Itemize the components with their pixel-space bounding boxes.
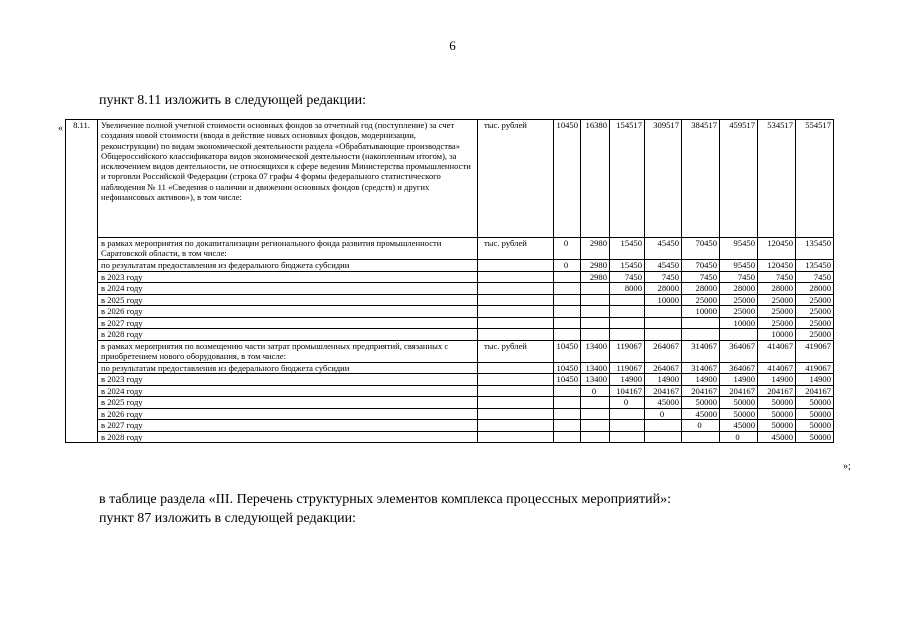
indicator-description: в рамках мероприятия по возмещению части затрат промышленных предприятий, связанных с приобретением нового оборудования, в том числе: bbox=[98, 340, 478, 362]
table-row bbox=[66, 362, 834, 374]
value-cell: 554517 bbox=[796, 120, 834, 238]
value-cell: 25000 bbox=[682, 294, 720, 306]
value-cell bbox=[720, 329, 758, 341]
value-cell: 14900 bbox=[796, 374, 834, 386]
value-cell: 45450 bbox=[645, 238, 682, 260]
table-row bbox=[66, 385, 834, 397]
value-cell bbox=[554, 408, 581, 420]
value-cell: 10450 bbox=[554, 340, 581, 362]
indicator-description: по результатам предоставления из федерального бюджета субсидии bbox=[98, 260, 478, 272]
value-cell: 264067 bbox=[645, 340, 682, 362]
value-cell: 14900 bbox=[758, 374, 796, 386]
value-cell bbox=[682, 317, 720, 329]
value-cell: 14900 bbox=[645, 374, 682, 386]
value-cell: 7450 bbox=[758, 271, 796, 283]
value-cell: 0 bbox=[554, 260, 581, 272]
value-cell: 95450 bbox=[720, 238, 758, 260]
value-cell: 264067 bbox=[645, 362, 682, 374]
closing-paragraph-2: пункт 87 изложить в следующей редакции: bbox=[99, 511, 356, 526]
value-cell: 25000 bbox=[796, 294, 834, 306]
value-cell: 414067 bbox=[758, 362, 796, 374]
value-cell: 45000 bbox=[645, 397, 682, 409]
value-cell: 2980 bbox=[581, 238, 610, 260]
value-cell: 50000 bbox=[796, 420, 834, 432]
indicator-description: в 2028 году bbox=[98, 431, 478, 443]
table-row bbox=[66, 238, 834, 260]
table-row bbox=[66, 283, 834, 295]
unit-cell bbox=[478, 385, 554, 397]
value-cell: 7450 bbox=[682, 271, 720, 283]
value-cell: 25000 bbox=[758, 294, 796, 306]
value-cell: 14900 bbox=[682, 374, 720, 386]
value-cell: 70450 bbox=[682, 260, 720, 272]
value-cell: 204167 bbox=[645, 385, 682, 397]
value-cell bbox=[554, 385, 581, 397]
unit-cell: тыс. рублей bbox=[478, 120, 554, 238]
value-cell bbox=[554, 294, 581, 306]
closing-quote: »; bbox=[843, 461, 851, 472]
unit-cell: тыс. рублей bbox=[478, 340, 554, 362]
closing-paragraph-1: в таблице раздела «III. Перечень структурных элементов комплекса процессных мероприятий»: bbox=[99, 492, 672, 507]
value-cell: 154517 bbox=[610, 120, 645, 238]
value-cell bbox=[682, 431, 720, 443]
value-cell: 119067 bbox=[610, 340, 645, 362]
value-cell: 309517 bbox=[645, 120, 682, 238]
unit-cell bbox=[478, 420, 554, 432]
value-cell bbox=[554, 306, 581, 318]
value-cell: 25000 bbox=[758, 317, 796, 329]
value-cell: 0 bbox=[581, 385, 610, 397]
value-cell: 364067 bbox=[720, 362, 758, 374]
value-cell bbox=[581, 397, 610, 409]
table-row bbox=[66, 374, 834, 386]
value-cell: 50000 bbox=[720, 408, 758, 420]
value-cell: 10000 bbox=[758, 329, 796, 341]
value-cell: 384517 bbox=[682, 120, 720, 238]
value-cell: 14900 bbox=[720, 374, 758, 386]
value-cell: 25000 bbox=[758, 306, 796, 318]
indicator-description: в 2028 году bbox=[98, 329, 478, 341]
value-cell: 2980 bbox=[581, 271, 610, 283]
value-cell bbox=[645, 306, 682, 318]
value-cell bbox=[554, 431, 581, 443]
value-cell: 25000 bbox=[796, 306, 834, 318]
value-cell bbox=[581, 420, 610, 432]
unit-cell: тыс. рублей bbox=[478, 238, 554, 260]
indicator-description: Увеличение полной учетной стоимости основных фондов за отчетный год (поступление) за счет создания новой стоимости (ввода в действие новых основных фондов, модернизации, реконструкции) по видам экономической деятельности раздела «Обрабатывающие производства» Общероссийского классификатора видов экономической деятельности (накопленным итогом), за исключением видов деятельности, не относящихся к сфере ведения Министерства промышленности и торговли Российской Федерации (строка 07 графы 4 формы федерального статистического наблюдения № 11 «Сведения о наличии и движении основных фондов (средств) и других нефинансовых активов»), в том числе: bbox=[98, 120, 478, 238]
value-cell: 28000 bbox=[682, 283, 720, 295]
table-row bbox=[66, 397, 834, 409]
value-cell: 7450 bbox=[796, 271, 834, 283]
value-cell: 7450 bbox=[610, 271, 645, 283]
value-cell: 16380 bbox=[581, 120, 610, 238]
indicator-table bbox=[65, 119, 834, 443]
point-number: 8.11. bbox=[66, 120, 98, 443]
value-cell bbox=[581, 306, 610, 318]
value-cell bbox=[554, 271, 581, 283]
intro-paragraph: пункт 8.11 изложить в следующей редакции: bbox=[99, 93, 366, 108]
value-cell: 50000 bbox=[796, 431, 834, 443]
unit-cell bbox=[478, 397, 554, 409]
value-cell bbox=[645, 317, 682, 329]
value-cell: 50000 bbox=[758, 397, 796, 409]
value-cell: 120450 bbox=[758, 260, 796, 272]
indicator-description: в 2026 году bbox=[98, 306, 478, 318]
value-cell: 459517 bbox=[720, 120, 758, 238]
value-cell: 10000 bbox=[682, 306, 720, 318]
value-cell: 70450 bbox=[682, 238, 720, 260]
value-cell: 0 bbox=[554, 238, 581, 260]
value-cell: 104167 bbox=[610, 385, 645, 397]
value-cell: 13400 bbox=[581, 374, 610, 386]
table-row bbox=[66, 420, 834, 432]
indicator-description: в 2024 году bbox=[98, 385, 478, 397]
value-cell: 0 bbox=[645, 408, 682, 420]
value-cell bbox=[581, 431, 610, 443]
value-cell: 7450 bbox=[720, 271, 758, 283]
value-cell: 45000 bbox=[758, 431, 796, 443]
indicator-description: в 2027 году bbox=[98, 317, 478, 329]
indicator-description: в 2026 году bbox=[98, 408, 478, 420]
value-cell: 13400 bbox=[581, 340, 610, 362]
value-cell: 364067 bbox=[720, 340, 758, 362]
value-cell: 25000 bbox=[796, 329, 834, 341]
table-row bbox=[66, 408, 834, 420]
value-cell bbox=[610, 294, 645, 306]
value-cell bbox=[610, 317, 645, 329]
value-cell: 414067 bbox=[758, 340, 796, 362]
value-cell: 14900 bbox=[610, 374, 645, 386]
value-cell bbox=[554, 283, 581, 295]
value-cell: 10450 bbox=[554, 374, 581, 386]
table-row bbox=[66, 317, 834, 329]
value-cell: 120450 bbox=[758, 238, 796, 260]
value-cell bbox=[610, 306, 645, 318]
value-cell: 10000 bbox=[720, 317, 758, 329]
value-cell bbox=[610, 408, 645, 420]
value-cell: 50000 bbox=[720, 397, 758, 409]
value-cell: 0 bbox=[720, 431, 758, 443]
unit-cell bbox=[478, 408, 554, 420]
unit-cell bbox=[478, 294, 554, 306]
value-cell: 314067 bbox=[682, 340, 720, 362]
indicator-description: в 2025 году bbox=[98, 294, 478, 306]
value-cell: 28000 bbox=[758, 283, 796, 295]
value-cell: 10000 bbox=[645, 294, 682, 306]
value-cell bbox=[610, 420, 645, 432]
value-cell: 0 bbox=[682, 420, 720, 432]
value-cell: 25000 bbox=[720, 306, 758, 318]
value-cell: 13400 bbox=[581, 362, 610, 374]
value-cell: 28000 bbox=[796, 283, 834, 295]
table-row bbox=[66, 120, 834, 238]
value-cell bbox=[645, 329, 682, 341]
value-cell: 10450 bbox=[554, 120, 581, 238]
value-cell: 50000 bbox=[758, 420, 796, 432]
value-cell bbox=[554, 397, 581, 409]
indicator-description: в 2025 году bbox=[98, 397, 478, 409]
value-cell: 314067 bbox=[682, 362, 720, 374]
opening-quote: « bbox=[58, 123, 63, 134]
table-row bbox=[66, 340, 834, 362]
value-cell: 419067 bbox=[796, 362, 834, 374]
unit-cell bbox=[478, 271, 554, 283]
table-row bbox=[66, 271, 834, 283]
table-row bbox=[66, 294, 834, 306]
value-cell: 8000 bbox=[610, 283, 645, 295]
value-cell: 419067 bbox=[796, 340, 834, 362]
value-cell: 28000 bbox=[645, 283, 682, 295]
value-cell: 25000 bbox=[796, 317, 834, 329]
value-cell bbox=[645, 420, 682, 432]
value-cell: 0 bbox=[610, 397, 645, 409]
value-cell: 15450 bbox=[610, 238, 645, 260]
indicator-description: в 2027 году bbox=[98, 420, 478, 432]
unit-cell bbox=[478, 260, 554, 272]
page-number: 6 bbox=[449, 38, 456, 53]
unit-cell bbox=[478, 317, 554, 329]
value-cell bbox=[554, 420, 581, 432]
value-cell: 204167 bbox=[758, 385, 796, 397]
value-cell bbox=[610, 329, 645, 341]
value-cell: 50000 bbox=[796, 397, 834, 409]
value-cell bbox=[581, 294, 610, 306]
value-cell: 119067 bbox=[610, 362, 645, 374]
value-cell: 50000 bbox=[796, 408, 834, 420]
unit-cell bbox=[478, 329, 554, 341]
unit-cell bbox=[478, 431, 554, 443]
value-cell: 25000 bbox=[720, 294, 758, 306]
table-row bbox=[66, 329, 834, 341]
value-cell bbox=[581, 283, 610, 295]
indicator-description: в рамках мероприятия по докапитализации регионального фонда развития промышленности Саратовской области, в том числе: bbox=[98, 238, 478, 260]
unit-cell bbox=[478, 374, 554, 386]
table-row bbox=[66, 431, 834, 443]
value-cell bbox=[581, 317, 610, 329]
value-cell: 50000 bbox=[758, 408, 796, 420]
value-cell: 204167 bbox=[720, 385, 758, 397]
unit-cell bbox=[478, 283, 554, 295]
value-cell: 135450 bbox=[796, 238, 834, 260]
value-cell: 135450 bbox=[796, 260, 834, 272]
value-cell: 204167 bbox=[682, 385, 720, 397]
value-cell: 2980 bbox=[581, 260, 610, 272]
indicator-description: в 2023 году bbox=[98, 374, 478, 386]
value-cell bbox=[581, 408, 610, 420]
indicator-description: по результатам предоставления из федерального бюджета субсидии bbox=[98, 362, 478, 374]
value-cell bbox=[682, 329, 720, 341]
indicator-description: в 2023 году bbox=[98, 271, 478, 283]
value-cell bbox=[554, 329, 581, 341]
value-cell: 45450 bbox=[645, 260, 682, 272]
value-cell: 45000 bbox=[720, 420, 758, 432]
value-cell: 534517 bbox=[758, 120, 796, 238]
value-cell: 50000 bbox=[682, 397, 720, 409]
value-cell bbox=[554, 317, 581, 329]
value-cell: 28000 bbox=[720, 283, 758, 295]
table-row bbox=[66, 260, 834, 272]
indicator-description: в 2024 году bbox=[98, 283, 478, 295]
value-cell bbox=[645, 431, 682, 443]
value-cell: 10450 bbox=[554, 362, 581, 374]
unit-cell bbox=[478, 362, 554, 374]
value-cell: 204167 bbox=[796, 385, 834, 397]
value-cell: 45000 bbox=[682, 408, 720, 420]
value-cell: 7450 bbox=[645, 271, 682, 283]
table-row bbox=[66, 306, 834, 318]
value-cell: 15450 bbox=[610, 260, 645, 272]
unit-cell bbox=[478, 306, 554, 318]
value-cell: 95450 bbox=[720, 260, 758, 272]
value-cell bbox=[610, 431, 645, 443]
value-cell bbox=[581, 329, 610, 341]
